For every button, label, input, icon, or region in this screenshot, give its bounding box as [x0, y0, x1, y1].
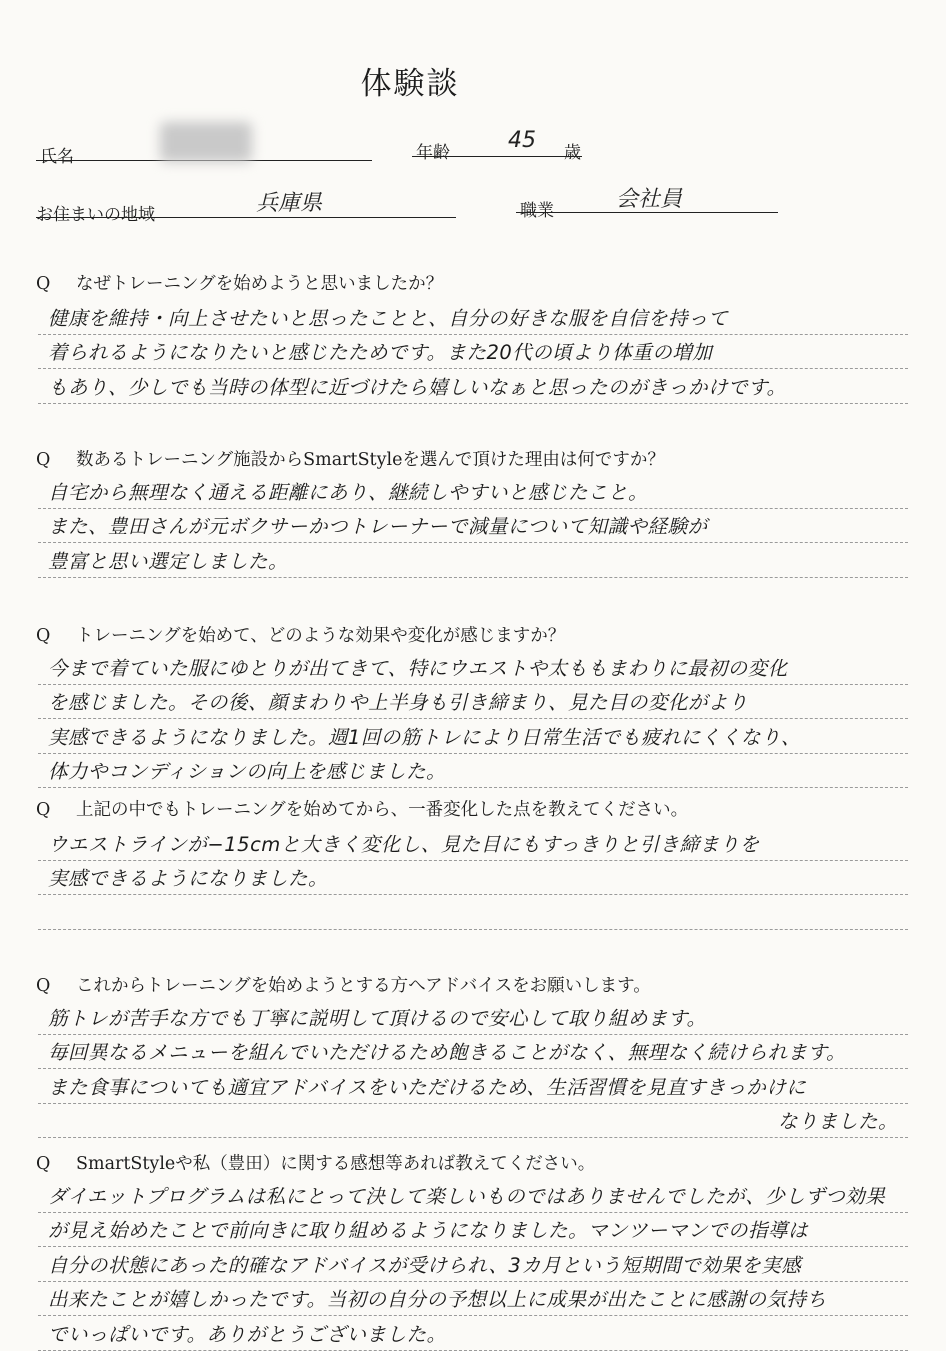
job-label: 職業 — [520, 201, 554, 221]
redacted-name — [160, 122, 252, 162]
answer-line: なりました。 — [38, 1104, 908, 1139]
answer-line: 実感できるようになりました。 — [38, 861, 908, 896]
answer-line: 毎回異なるメニューを組んでいただけるため飽きることがなく、無理なく続けられます。 — [38, 1035, 908, 1070]
age-value: 45 — [508, 128, 536, 153]
question-text: SmartStyleや私（豊田）に関する感想等あれば教えてください。 — [76, 1154, 596, 1174]
answer-line: 豊富と思い選定しました。 — [38, 543, 908, 578]
question-2 — [36, 446, 665, 471]
name-label: 氏名 — [40, 147, 74, 167]
page-title: 体験談 — [360, 66, 460, 102]
answer-line — [38, 895, 908, 930]
answer-line: 筋トレが苦手な方でも丁寧に説明して頂けるので安心して取り組めます。 — [38, 1000, 908, 1035]
answer-line: もあり、少しでも当時の体型に近づけたら嬉しいなぁと思ったのがきっかけです。 — [38, 369, 908, 404]
answer-line: 自宅から無理なく通える距離にあり、継続しやすいと感じたこと。 — [38, 474, 908, 509]
answer-line: が見え始めたことで前向きに取り組めるようになりました。マンツーマンでの指導は — [38, 1213, 908, 1248]
answer-line: 着られるようになりたいと感じたためです。また20代の頃より体重の増加 — [38, 335, 908, 370]
question-1 — [36, 270, 443, 295]
answer-2 — [38, 474, 908, 578]
answer-3 — [38, 650, 908, 788]
answer-line: また食事についても適宜アドバイスをいただけるため、生活習慣を見直すきっかけに — [38, 1069, 908, 1104]
q-marker: Q — [36, 626, 51, 646]
question-text: トレーニングを始めて、どのような効果や変化が感じますか？ — [76, 626, 566, 646]
answer-line: を感じました。その後、顔まわりや上半身も引き締まり、見た目の変化がより — [38, 685, 908, 720]
answer-5 — [38, 1000, 908, 1138]
region-value: 兵庫県 — [256, 191, 323, 216]
answer-line: 健康を維持・向上させたいと思ったことと、自分の好きな服を自信を持って — [38, 300, 908, 335]
age-unit: 歳 — [564, 143, 581, 163]
job-underline — [516, 212, 778, 213]
question-3 — [36, 622, 565, 647]
q-marker: Q — [36, 274, 51, 294]
q-marker: Q — [36, 1154, 51, 1174]
job-value: 会社員 — [616, 187, 683, 212]
answer-1 — [38, 300, 908, 404]
q-marker: Q — [36, 976, 51, 996]
region-label: お住まいの地域 — [36, 205, 155, 225]
age-label: 年齢 — [416, 143, 450, 163]
answer-line: でいっぱいです。ありがとうございました。 — [38, 1316, 908, 1351]
answer-line: ウエストラインが−15cmと大きく変化し、見た目にもすっきりと引き締まりを — [38, 826, 908, 861]
region-underline — [36, 217, 456, 218]
q-marker: Q — [36, 800, 51, 820]
question-text: これからトレーニングを始めようとする方へアドバイスをお願いします。 — [76, 976, 651, 996]
answer-line: 実感できるようになりました。週1回の筋トレにより日常生活でも疲れにくくなり、 — [38, 719, 908, 754]
question-6 — [36, 1150, 595, 1175]
question-5 — [36, 972, 651, 997]
answer-line: 体力やコンディションの向上を感じました。 — [38, 754, 908, 789]
answer-line: ダイエットプログラムは私にとって決して楽しいものではありませんでしたが、少しずつ効果 — [38, 1178, 908, 1213]
answer-line: 今まで着ていた服にゆとりが出てきて、特にウエストや太ももまわりに最初の変化 — [38, 650, 908, 685]
answer-line: また、豊田さんが元ボクサーかつトレーナーで減量について知識や経験が — [38, 509, 908, 544]
q-marker: Q — [36, 450, 51, 470]
answer-line: 自分の状態にあった的確なアドバイスが受けられ、3カ月という短期間で効果を実感 — [38, 1247, 908, 1282]
question-text: 上記の中でもトレーニングを始めてから、一番変化した点を教えてください。 — [76, 800, 689, 820]
question-text: なぜトレーニングを始めようと思いましたか？ — [76, 274, 444, 294]
answer-4 — [38, 826, 908, 930]
answer-line: 出来たことが嬉しかったです。当初の自分の予想以上に成果が出たことに感謝の気持ち — [38, 1282, 908, 1317]
age-underline — [412, 156, 582, 157]
question-text: 数あるトレーニング施設からSmartStyleを選んで頂けた理由は何ですか？ — [76, 450, 665, 470]
answer-6 — [38, 1178, 908, 1351]
question-4 — [36, 796, 688, 821]
